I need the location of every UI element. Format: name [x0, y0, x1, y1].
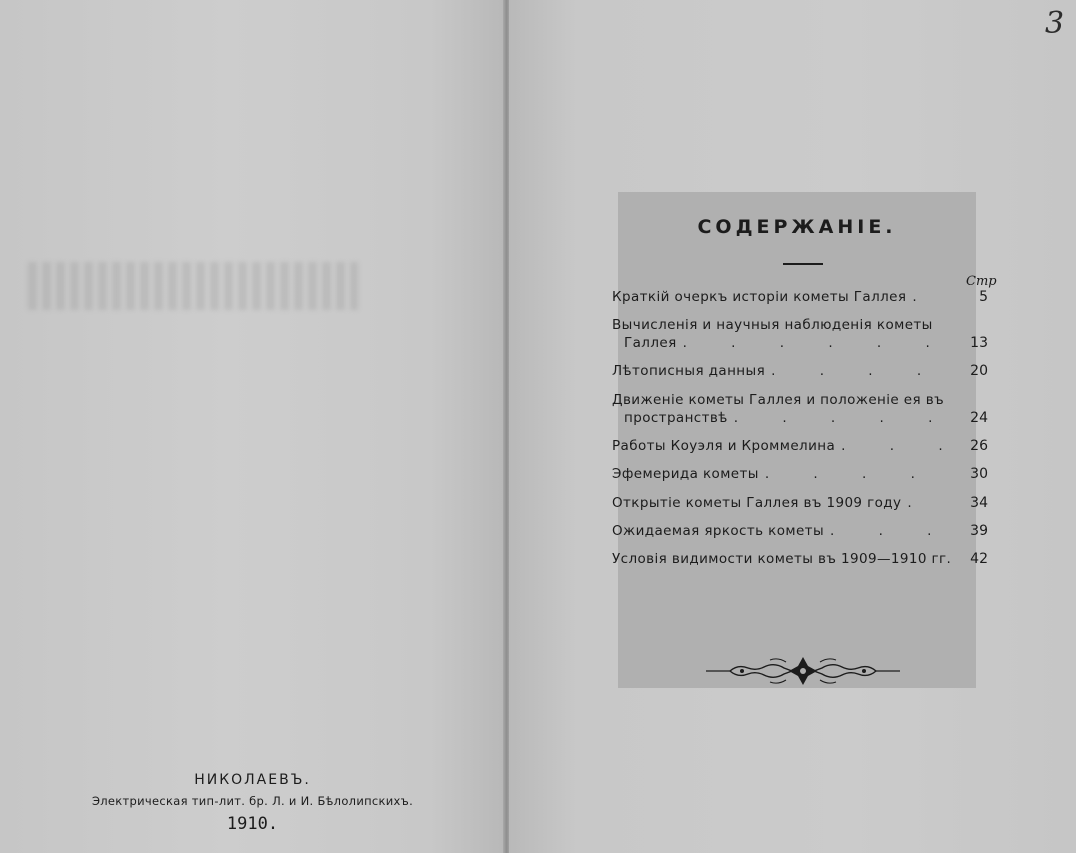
imprint-year: 1910. — [226, 814, 279, 834]
toc-entry-title-cont: Галлея — [624, 335, 677, 351]
toc-entry-leader: . — [907, 495, 932, 511]
toc-entry-line — [612, 523, 958, 539]
imprint-press: Электрическая тип-лит. бр. Л. и И. Бѣлолипскихъ. — [91, 794, 414, 808]
imprint-city: НИКОЛАЕВЪ. — [194, 772, 311, 788]
toc-entry-continuation — [624, 410, 970, 426]
toc-entry-title: Вычисленiя и научныя наблюденiя кометы — [612, 317, 933, 333]
toc-entry-line — [612, 551, 958, 567]
toc-entry-title: Открытiе кометы Галлея въ 1909 году — [612, 495, 902, 511]
toc-entry-line — [612, 438, 963, 454]
toc-entry-line — [612, 495, 958, 511]
bleed-through-text — [28, 262, 358, 310]
toc-entry-line — [612, 466, 958, 482]
toc-entry-title: Лѣтописныя данныя — [612, 363, 766, 379]
toc-entry-page: 30 — [970, 466, 988, 482]
imprint — [0, 772, 505, 834]
toc-entry-title-cont: пространствѣ — [624, 410, 728, 426]
toc-entry-line — [612, 317, 958, 333]
toc-entry-title: Условiя видимости кометы въ 1909—1910 гг. — [612, 551, 952, 567]
toc-entry-page: 13 — [970, 335, 988, 351]
page-number: 3 — [1045, 6, 1065, 41]
ornament-icon — [704, 654, 902, 688]
toc-entry-leader: . — [912, 289, 937, 305]
toc-entry-page: 5 — [979, 289, 988, 305]
toc-entry-page: 20 — [970, 363, 988, 379]
toc-entry-page: 34 — [970, 495, 988, 511]
toc-entry-leader: . . . . — [764, 466, 935, 482]
left-page — [0, 0, 505, 853]
toc-entry-page: 42 — [970, 551, 988, 567]
toc-entry-title: Движенiе кометы Галлея и положенiе ея въ — [612, 392, 945, 408]
toc-title: СОДЕРЖАНIЕ. — [697, 216, 897, 238]
title-rule — [783, 263, 823, 265]
toc-entry-page: 26 — [970, 438, 988, 454]
toc-entry-leader: . . . — [830, 523, 952, 539]
toc-entry-line — [612, 363, 958, 379]
toc-entry-page: 39 — [970, 523, 988, 539]
page-column-header: Стр — [966, 274, 997, 289]
toc-entry-line — [612, 289, 958, 305]
toc-entry-title: Работы Коуэля и Кроммелина — [612, 438, 836, 454]
toc-entry-title: Краткiй очеркъ исторiи кометы Галлея — [612, 289, 907, 305]
toc-entry-leader: . . . — [841, 438, 963, 454]
toc-entry-title: Эфемерида кометы — [612, 466, 759, 482]
toc-entry-leader: . . . . — [771, 363, 942, 379]
toc-entry-page: 24 — [970, 410, 988, 426]
toc-entry-line — [612, 392, 958, 408]
toc-entry-leader: . . . . . . — [682, 335, 950, 351]
toc-entry-continuation — [624, 335, 970, 351]
toc-entry-leader: . . . . . — [733, 410, 953, 426]
toc-entry-title: Ожидаемая яркость кометы — [612, 523, 825, 539]
